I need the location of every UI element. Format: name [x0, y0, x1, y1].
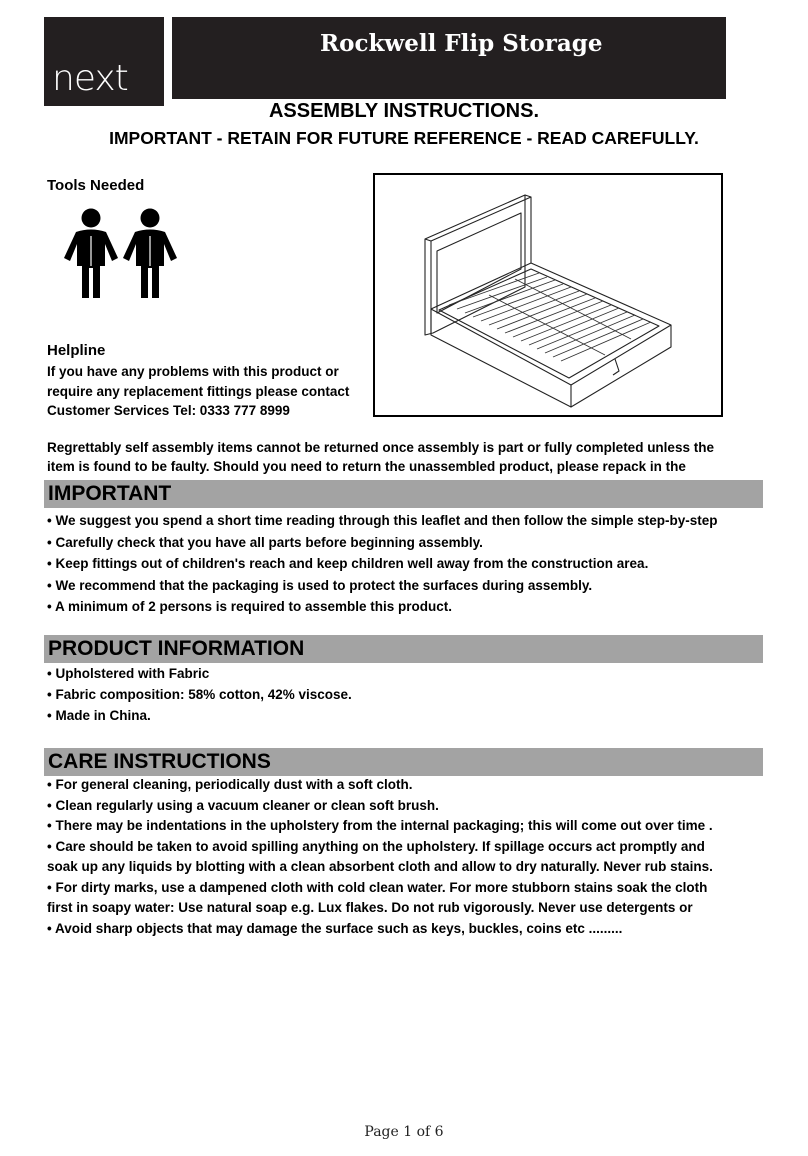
tools-needed-title: Tools Needed	[47, 177, 145, 194]
product-title: Rockwell Flip Storage	[320, 30, 603, 57]
important-list	[47, 510, 759, 618]
care-instructions-section-header	[44, 748, 763, 776]
list-item: • Avoid sharp objects that may damage the surface such as keys, buckles, coins etc .........	[47, 920, 623, 936]
next-logo	[44, 17, 164, 106]
helpline-line: require any replacement fittings please contact	[47, 383, 350, 399]
product-information-section-header	[44, 635, 763, 663]
list-item: • Made in China.	[47, 708, 151, 723]
two-persons-icon	[60, 208, 188, 300]
list-item: • Clean regularly using a vacuum cleaner or clean soft brush.	[47, 797, 439, 813]
returns-notice	[47, 438, 747, 476]
logo-text: next	[52, 58, 128, 99]
page-number: Page 1 of 6	[364, 1124, 444, 1140]
important-title: IMPORTANT	[48, 482, 172, 505]
product-information-title: PRODUCT INFORMATION	[48, 637, 305, 660]
helpline-title: Helpline	[47, 342, 106, 359]
notice-line: item is found to be faulty. Should you need to return the unassembled product, please repack in the	[47, 459, 686, 474]
list-item: • Upholstered with Fabric	[47, 666, 210, 681]
list-item: • We recommend that the packaging is used to protect the surfaces during assembly.	[47, 577, 593, 593]
care-instructions-list	[47, 775, 759, 939]
storage-bed-illustration	[373, 173, 723, 417]
care-instructions-title: CARE INSTRUCTIONS	[48, 750, 271, 773]
list-item: • For general cleaning, periodically dust with a soft cloth.	[47, 777, 413, 792]
list-item: • Fabric composition: 58% cotton, 42% viscose.	[47, 687, 352, 702]
list-item: • For dirty marks, use a dampened cloth with cold clean water. For more stubborn stains soak the cloth	[47, 879, 708, 895]
helpline-text	[47, 362, 377, 421]
important-section-header	[44, 480, 763, 508]
list-item: • We suggest you spend a short time reading through this leaflet and then follow the simple step-by-step	[47, 513, 718, 528]
list-item: • Care should be taken to avoid spilling anything on the upholstery. If spillage occurs act promptly and	[47, 838, 705, 854]
helpline-line: If you have any problems with this product or	[47, 364, 339, 379]
notice-line: Regrettably self assembly items cannot be returned once assembly is part or fully completed unless the	[47, 440, 714, 455]
retain-heading: IMPORTANT - RETAIN FOR FUTURE REFERENCE - READ CAREFULLY.	[109, 128, 699, 148]
list-item: • Keep fittings out of children's reach and keep children well away from the construction area.	[47, 556, 649, 571]
product-title-bar	[172, 17, 726, 99]
list-item: soak up any liquids by blotting with a clean absorbent cloth and allow to dry naturally. Never rub stains.	[47, 859, 713, 874]
list-item: • Carefully check that you have all parts before beginning assembly.	[47, 534, 483, 550]
list-item: first in soapy water: Use natural soap e.g. Lux flakes. Do not rub vigorously. Never use detergents or	[47, 900, 693, 915]
helpline-line: Customer Services Tel: 0333 777 8999	[47, 403, 290, 418]
list-item: • There may be indentations in the upholstery from the internal packaging; this will come out over time .	[47, 818, 713, 833]
product-information-list	[47, 663, 759, 726]
assembly-heading: ASSEMBLY INSTRUCTIONS.	[268, 100, 540, 122]
list-item: • A minimum of 2 persons is required to assemble this product.	[47, 599, 453, 614]
